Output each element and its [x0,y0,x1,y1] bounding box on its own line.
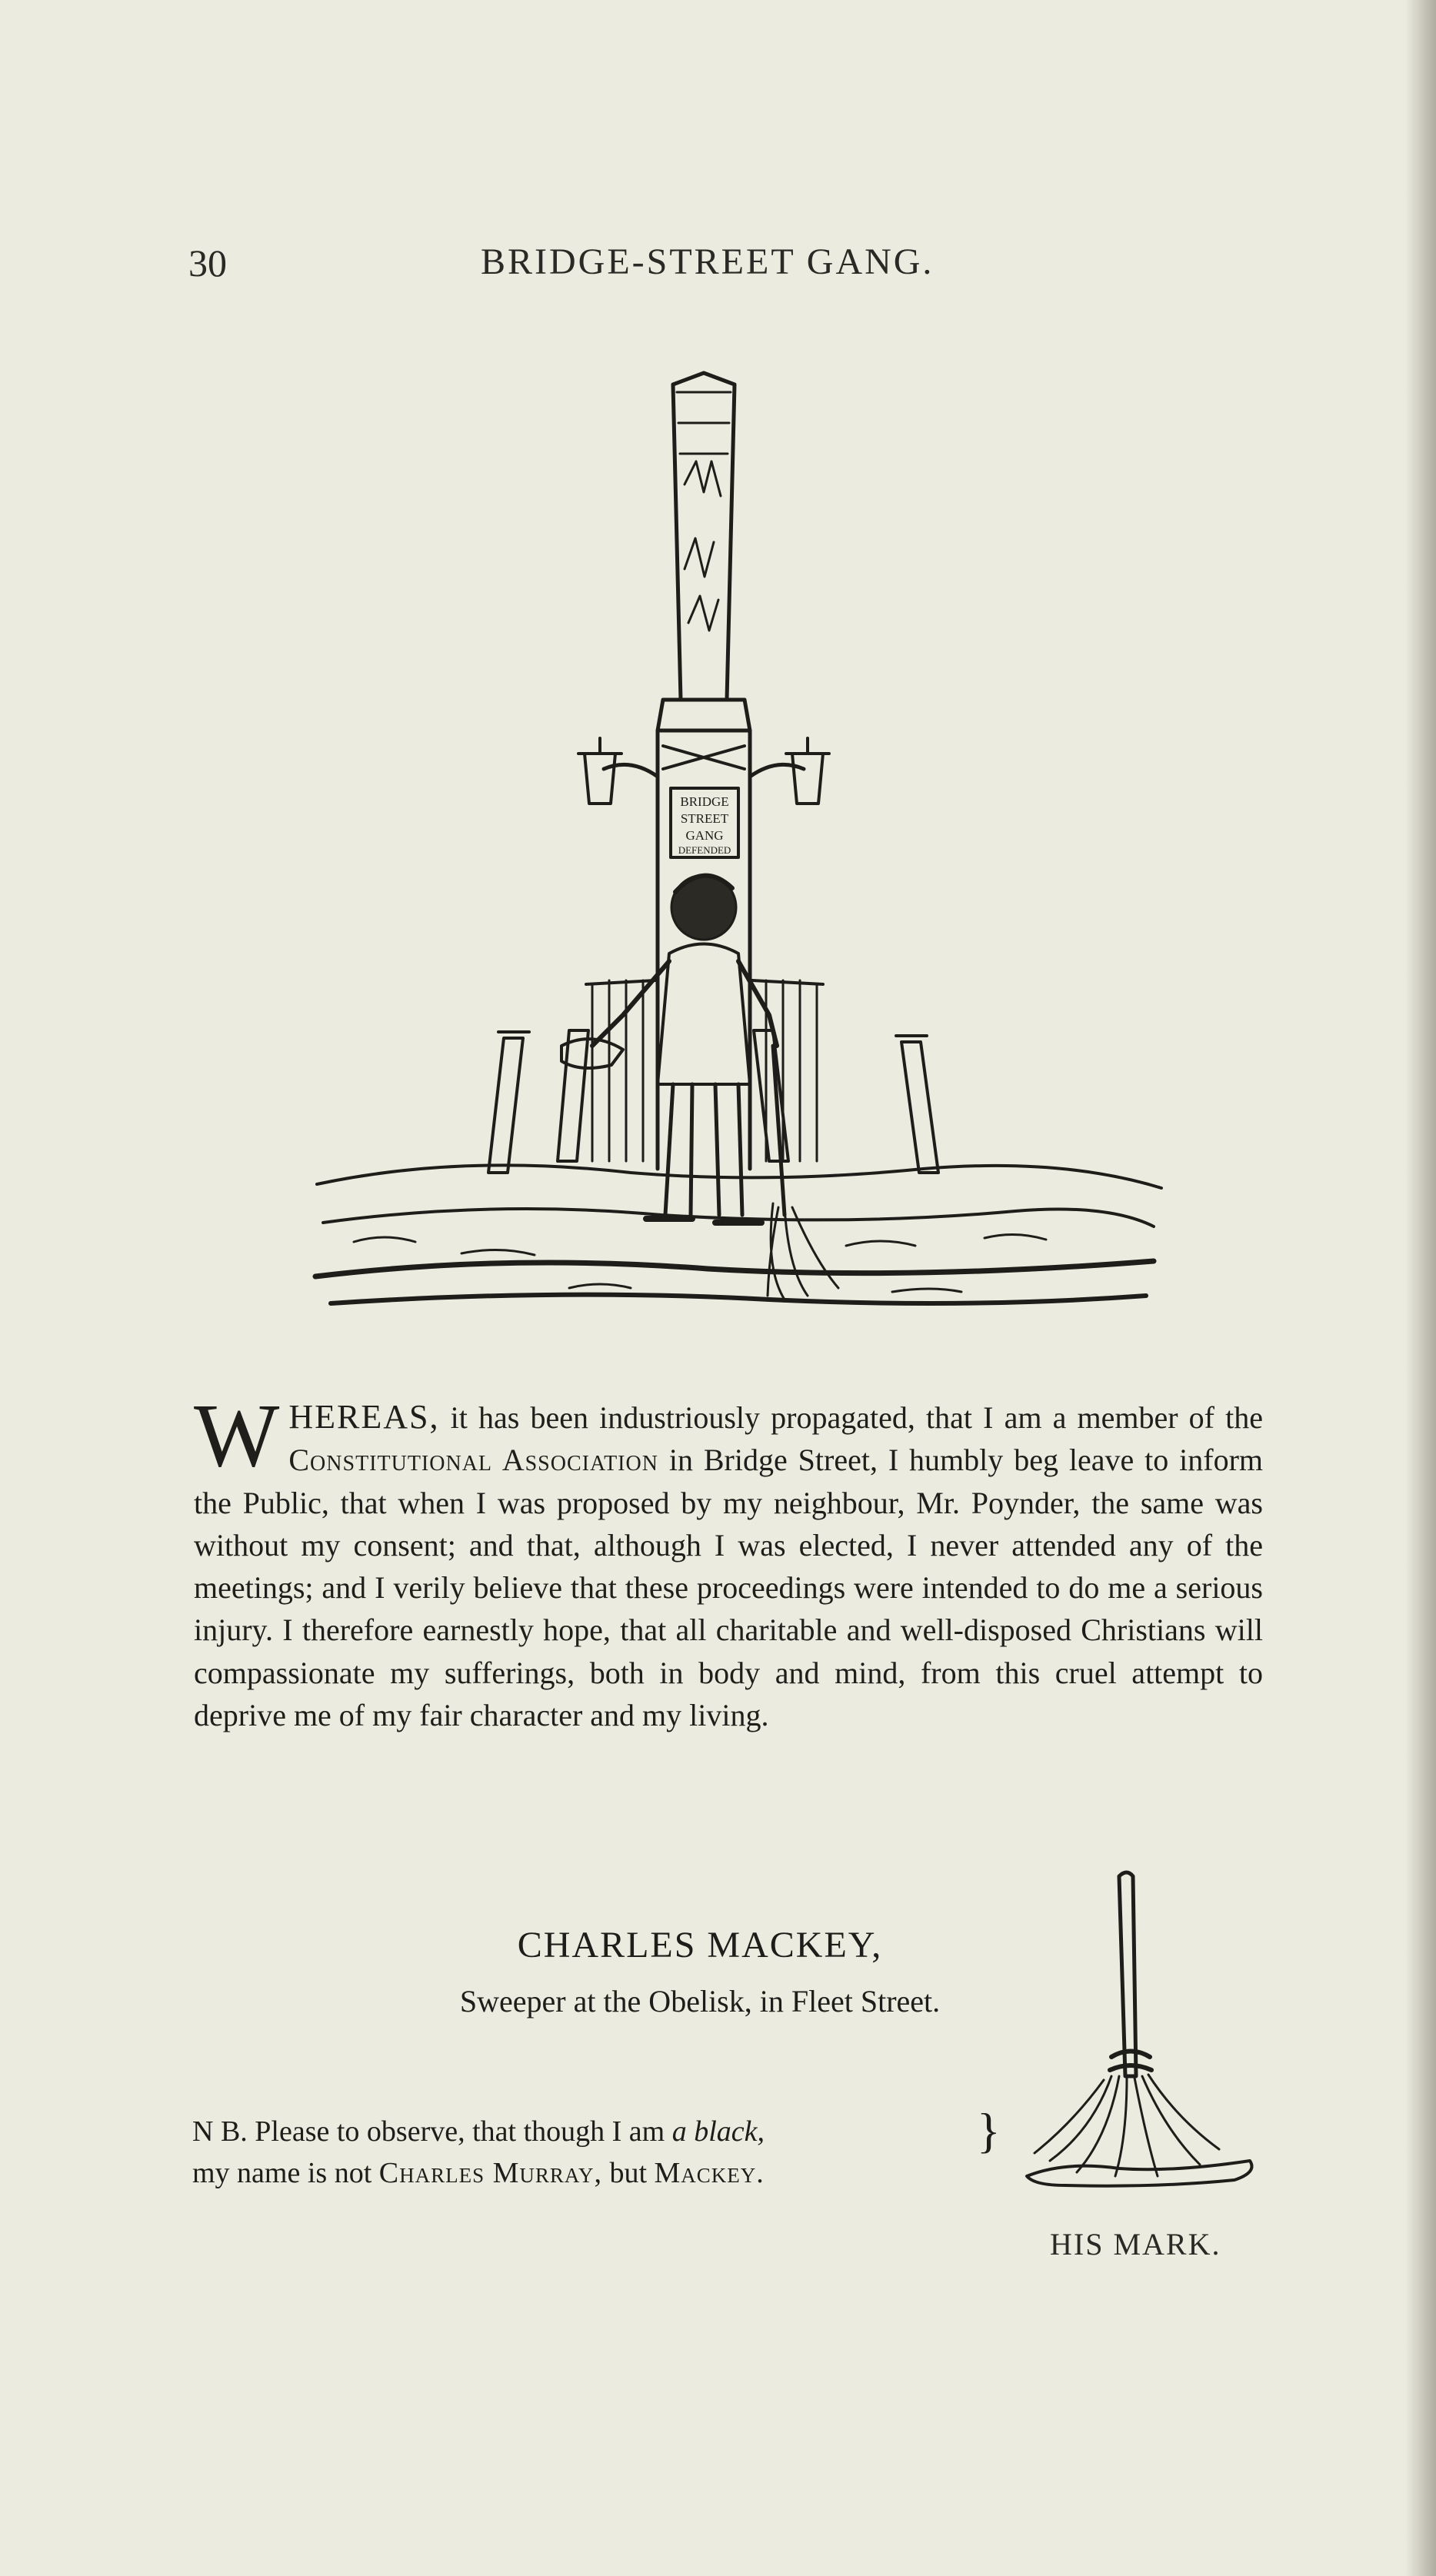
signatory-name: CHARLES MACKEY, [517,1925,883,1965]
sign-line-2: STREET [680,811,729,826]
association-name: Constitutional Association [288,1443,658,1478]
correct-name: Mackey. [654,2157,765,2189]
nota-bene [192,2103,1008,2194]
paragraph-text-2: in Bridge Street, I humbly beg leave to inform the Public, that when I was proposed by my neighbour, Mr. Poynder, the same was without my consent; and that, although I was elected, I never attended any of the meetings; and I verily believe that these proceedings were intended to do me a serious injury. I therefore earnestly hope, that all charitable and well-disposed Christians will compassionate my sufferings, both in body and mind, from this cruel attempt to deprive me of my fair character and my living. [194,1443,1264,1733]
nb-line-2 [192,2152,1008,2194]
paragraph-text-1: it has been industriously propagated, that I am a member of the [439,1400,1263,1435]
nb-text: my name is not [192,2157,379,2189]
sign-line-3: GANG [685,828,724,843]
running-title: BRIDGE-STREET GANG. [481,241,935,282]
lead-word: HEREAS, [288,1398,440,1436]
page-edge-shadow [1405,0,1436,2576]
nb-text: N B. Please to observe, that though I am [192,2115,672,2148]
drop-cap: W [194,1385,280,1486]
broom-mark-icon [1019,1869,1265,2207]
signature-block [415,1922,985,2021]
sign-line-4: DEFENDED [678,844,731,856]
nb-italic-text: a black, [671,2115,765,2148]
his-mark-caption: HIS MARK. [1050,2227,1221,2261]
brace-icon: } [977,2103,1001,2158]
wrong-name: Charles Murray, [378,2157,602,2189]
signatory-role: Sweeper at the Obelisk, in Fleet Street. [459,1984,941,2019]
page-number: 30 [188,241,227,285]
sign-line-1: BRIDGE [680,794,729,809]
obelisk-illustration [308,369,1177,1338]
notice-paragraph [194,1385,1264,1736]
page-header [188,235,1261,296]
nb-line-1 [192,2103,1008,2158]
nb-text: but [601,2157,655,2189]
